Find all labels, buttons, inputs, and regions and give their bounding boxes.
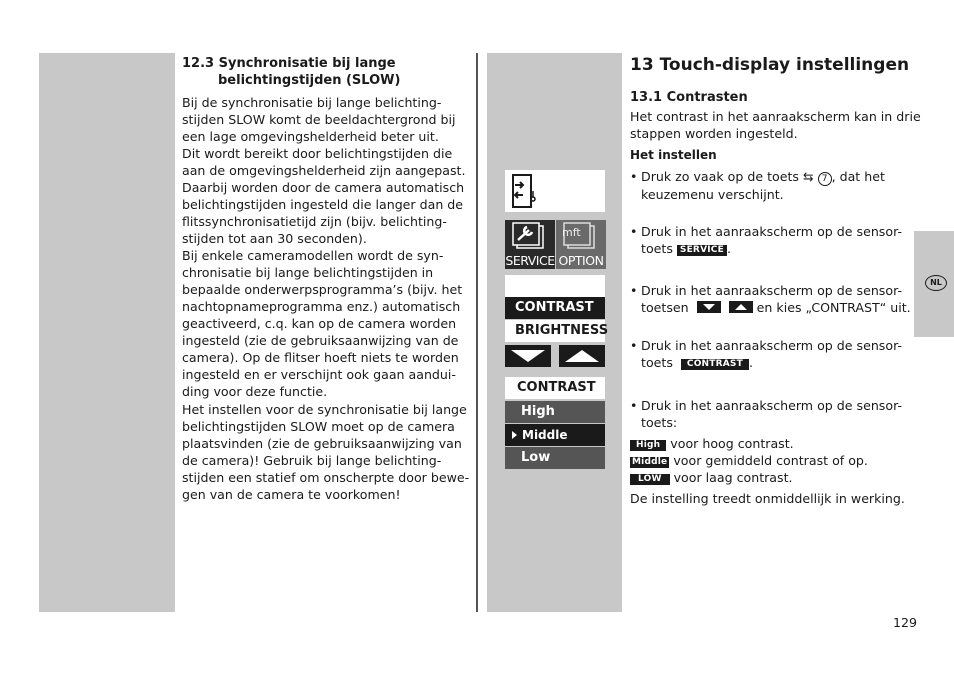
left-margin-strip bbox=[39, 53, 175, 612]
text-line: chronisatie bij lange belichtingstijden in bbox=[182, 265, 434, 280]
contrast-low-option[interactable]: Low bbox=[505, 447, 605, 469]
low-badge: LOW bbox=[630, 474, 670, 485]
contrast-options-list: High voor hoog contrast. Middle voor gemiddeld contrast of op. LOW voor laag contrast. bbox=[632, 436, 868, 485]
text-line: aan de omgevingshelderheid zijn aangepast. bbox=[182, 163, 466, 178]
text-line: Dit wordt bereikt door belichtingstijden die bbox=[182, 146, 453, 161]
language-badge: NL bbox=[925, 275, 947, 291]
brightness-menu-item[interactable]: BRIGHTNESS bbox=[505, 320, 605, 342]
step-4: • Druk in het aanraakscherm op de sensor- toets CONTRAST . bbox=[630, 338, 902, 370]
service-tile[interactable]: SERVICE bbox=[505, 220, 555, 269]
text-line: bepaalde onderwerpsprogramma’s (bijv. het bbox=[182, 282, 463, 297]
text-line: Daarbij worden door de camera automatisch bbox=[182, 180, 465, 195]
service-key-badge: SERVICE bbox=[677, 245, 727, 256]
text-line: plaatsvinden (zie de gebruiksaanwijzing van bbox=[182, 436, 462, 451]
step-3: • Druk in het aanraakscherm op de sensor- toetsen en kies „CONTRAST“ uit. bbox=[630, 283, 911, 315]
key-number-7: 7 bbox=[818, 172, 832, 186]
middle-badge: Middle bbox=[632, 457, 668, 467]
wrench-icon bbox=[509, 222, 549, 252]
text-line: stijden een statief om onscherpte door bewe- bbox=[182, 470, 470, 485]
down-arrow-key-icon bbox=[697, 301, 721, 313]
contrast-title: CONTRAST bbox=[505, 377, 605, 399]
chapter-13-heading: 13 Touch-display instellingen bbox=[630, 55, 910, 75]
page-number: 129 bbox=[893, 615, 918, 630]
section-13-1-heading: 13.1 Contrasten bbox=[630, 90, 748, 105]
text-line: Het instellen voor de synchronisatie bij lange bbox=[182, 402, 467, 417]
text-line: stijden SLOW komt de beeldachtergrond bij bbox=[182, 112, 456, 127]
up-arrow-key-icon bbox=[729, 301, 753, 313]
text-line: belichtingstijden ingesteld die langer dan de bbox=[182, 197, 464, 212]
selected-marker-icon bbox=[512, 431, 517, 439]
mft-label: mft bbox=[562, 226, 581, 239]
contrast-key-badge: CONTRAST bbox=[681, 359, 749, 370]
text-line: ingesteld en er verschijnt ook gaan aandui- bbox=[182, 367, 456, 382]
text-line: flitssynchronisatietijd zijn (bijv. belichting- bbox=[182, 214, 447, 229]
text-line: belichtingstijden SLOW moet op de camera bbox=[182, 419, 455, 434]
left-paragraph-2 bbox=[182, 401, 472, 503]
left-paragraph-1 bbox=[182, 94, 472, 400]
step-5: • Druk in het aanraakscherm op de sensor- toets: bbox=[630, 398, 902, 430]
text-line: gen van de camera te voorkomen! bbox=[182, 487, 401, 502]
contrast-menu-item[interactable]: CONTRAST bbox=[505, 297, 605, 319]
step-2: • Druk in het aanraakscherm op de sensor- toets SERVICE . bbox=[630, 224, 902, 256]
text-line: Bij de synchronisatie bij lange belichting- bbox=[182, 95, 442, 110]
text-line: een lage omgevingshelderheid beter uit. bbox=[182, 129, 439, 144]
contrast-high-option[interactable]: High bbox=[505, 401, 605, 423]
text-line: Bij enkele cameramodellen wordt de syn- bbox=[182, 248, 444, 263]
flash-icon-box bbox=[505, 170, 605, 212]
contrast-middle-option[interactable]: Middle bbox=[505, 424, 605, 446]
text-line: camera). Op de flitser hoeft niets te worden bbox=[182, 350, 459, 365]
intro-text: Het contrast in het aanraakscherm kan in drie stappen worden ingesteld. bbox=[630, 109, 921, 141]
swap-arrows-icon: ⇆ bbox=[803, 169, 814, 184]
section-12-3-heading: 12.3 Synchronisatie bij lange belichtingstijden (SLOW) bbox=[182, 56, 401, 88]
column-divider bbox=[476, 53, 478, 612]
menu-blank-bar bbox=[505, 275, 605, 297]
text-line: nachtopnameprogramma enz.) automatisch bbox=[182, 299, 461, 314]
option-tile[interactable]: mft OPTION bbox=[556, 220, 606, 269]
high-badge: High bbox=[630, 440, 666, 451]
text-line: geactiveerd, c.q. kan op de camera worden bbox=[182, 316, 457, 331]
scroll-down-button[interactable] bbox=[505, 345, 551, 367]
setup-heading: Het instellen bbox=[630, 148, 717, 162]
text-line: de camera)! Gebruik bij lange belichting- bbox=[182, 453, 442, 468]
text-line: ding voor deze functie. bbox=[182, 384, 328, 399]
text-line: stijden tot aan 30 seconden). bbox=[182, 231, 367, 246]
step-1: • Druk zo vaak op de toets ⇆ 7 , dat het keuzemenu verschijnt. bbox=[630, 169, 885, 202]
scroll-up-button[interactable] bbox=[559, 345, 605, 367]
text-line: ingesteld (zie de gebruiksaanwijzing van de bbox=[182, 333, 459, 348]
flash-settings-icon bbox=[509, 171, 539, 211]
closing-text: De instelling treedt onmiddellijk in werking. bbox=[630, 491, 905, 506]
